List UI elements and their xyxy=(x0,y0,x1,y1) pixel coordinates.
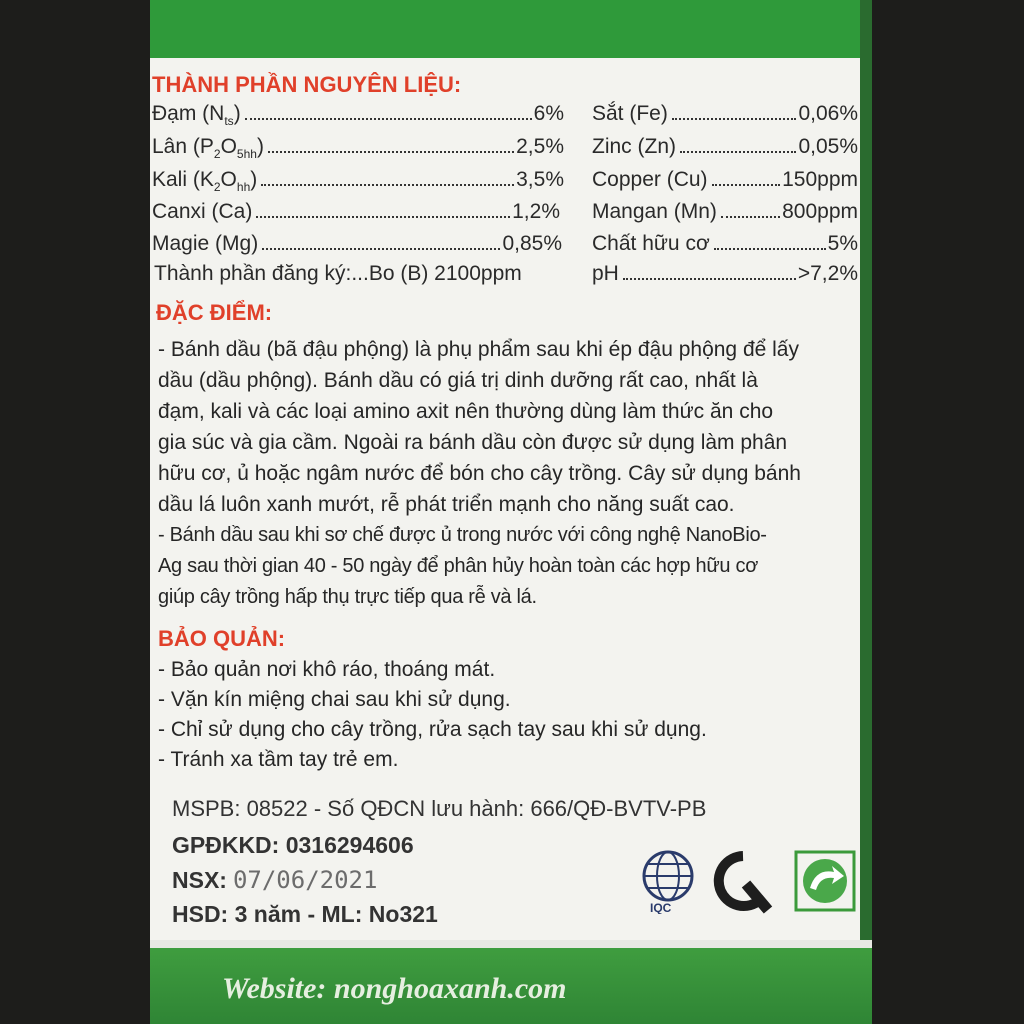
product-label xyxy=(150,0,872,1024)
storage-line: - Chỉ sử dụng cho cây trồng, rửa sạch tay sau khi sử dụng. xyxy=(158,718,707,741)
business-license: GPĐKKD: 0316294606 xyxy=(172,832,414,858)
website-text: Website: nonghoaxanh.com xyxy=(222,972,567,1005)
ingredient-value: 0,06% xyxy=(798,102,858,125)
nsx-value: 07/06/2021 xyxy=(232,866,378,894)
ingredient-row-cu xyxy=(592,168,858,192)
ingredients-title: THÀNH PHẦN NGUYÊN LIỆU: xyxy=(152,72,462,97)
storage-line: - Tránh xa tầm tay trẻ em. xyxy=(158,748,399,771)
features-line: - Bánh dầu (bã đậu phộng) là phụ phẩm sau khi ép đậu phộng để lấy xyxy=(158,338,799,361)
mspb-registration: MSPB: 08522 - Số QĐCN lưu hành: 666/QĐ-BVTV-PB xyxy=(172,796,707,821)
ingredient-name: Đạm $(N_{ts})$ xyxy=(152,102,241,129)
registered-ingredient: Thành phần đăng ký:...Bo (B) 2100ppm xyxy=(154,262,522,285)
storage-line: - Bảo quản nơi khô ráo, thoáng mát. xyxy=(158,658,496,681)
ingredient-name: Canxi (Ca) xyxy=(152,200,253,223)
ingredient-row-dam xyxy=(152,102,564,128)
dot-leader xyxy=(721,216,780,218)
expiry-and-lot xyxy=(172,901,438,928)
ingredient-name: Chất hữu cơ xyxy=(592,232,710,255)
dot-leader xyxy=(268,151,514,153)
svg-text:IQC: IQC xyxy=(650,901,672,914)
features-line: giúp cây trồng hấp thụ trực tiếp qua rễ và lá. xyxy=(158,586,537,608)
iqc-globe-icon xyxy=(636,846,700,914)
dot-leader xyxy=(623,278,796,280)
features-title: ĐẶC ĐIỂM: xyxy=(156,300,273,325)
ingredient-name: Lân $(P_2O_{5hh})$ xyxy=(152,135,264,162)
ingredient-name: Mangan (Mn) xyxy=(592,200,717,223)
ingredient-name: Kali $(K_2O_{hh})$ xyxy=(152,168,258,195)
ingredient-row-organic xyxy=(592,232,858,256)
ingredient-value: 6% xyxy=(533,102,564,125)
dot-leader xyxy=(261,184,514,186)
ingredient-value: 2,5% xyxy=(516,135,564,158)
ingredient-value: 150ppm xyxy=(782,168,858,191)
storage-title: BẢO QUẢN: xyxy=(158,626,286,651)
ingredient-row-lan xyxy=(152,135,564,161)
recycle-icon xyxy=(794,850,856,912)
ingredient-name: Magie (Mg) xyxy=(152,232,259,255)
ingredient-name: Zinc (Zn) xyxy=(592,135,676,158)
ingredient-value: 1,2% xyxy=(512,200,560,223)
ingredient-row-zn xyxy=(592,135,858,159)
ingredient-name: pH xyxy=(592,262,619,285)
features-line: dầu (dầu phộng). Bánh dầu có giá trị dinh dưỡng rất cao, nhất là xyxy=(158,369,758,392)
features-paragraph xyxy=(158,334,858,613)
ingredient-value: 800ppm xyxy=(782,200,858,223)
storage-line: - Vặn kín miệng chai sau khi sử dụng. xyxy=(158,688,511,711)
features-line: dầu lá luôn xanh mướt, rễ phát triển mạnh cho năng suất cao. xyxy=(158,493,735,516)
ingredient-value: 0,85% xyxy=(502,232,562,255)
features-line: - Bánh dầu sau khi sơ chế được ủ trong nước với công nghệ NanoBio- xyxy=(158,524,767,546)
ingredient-value: 0,05% xyxy=(798,135,858,158)
dot-leader xyxy=(714,248,826,250)
ingredient-name: Sắt (Fe) xyxy=(592,102,668,125)
ingredient-row-canxi xyxy=(152,200,560,224)
ingredient-name: Copper (Cu) xyxy=(592,168,708,191)
side-green-stripe xyxy=(860,0,872,1024)
ingredient-row-fe xyxy=(592,102,858,126)
ingredient-row-magie xyxy=(152,232,562,256)
ingredient-value: >7,2% xyxy=(797,262,858,285)
dot-leader xyxy=(262,248,500,250)
dot-leader xyxy=(680,151,796,153)
features-line: đạm, kali và các loại amino axit nên thường dùng làm thức ăn cho xyxy=(158,400,774,423)
top-green-band xyxy=(150,0,872,58)
dot-leader xyxy=(256,216,510,218)
lot-number: No321 xyxy=(368,901,438,927)
manufacture-date xyxy=(172,866,377,894)
nsx-label: NSX: xyxy=(172,867,227,893)
features-line: Ag sau thời gian 40 - 50 ngày để phân hủy hoàn toàn các hợp hữu cơ xyxy=(158,555,759,577)
hsd-label: HSD: 3 năm - ML: xyxy=(172,901,363,927)
features-line: gia súc và gia cầm. Ngoài ra bánh dầu còn được sử dụng làm phân xyxy=(158,431,788,454)
ingredient-value: 3,5% xyxy=(516,168,564,191)
dot-leader xyxy=(712,184,781,186)
ingredient-row-kali xyxy=(152,168,564,194)
dot-leader xyxy=(245,118,532,120)
footer-divider xyxy=(150,940,872,948)
ingredient-value: 5% xyxy=(827,232,858,255)
ingredient-row-mn xyxy=(592,200,858,224)
dot-leader xyxy=(672,118,797,120)
ingredient-row-ph xyxy=(592,262,858,286)
quality-q-icon xyxy=(710,848,776,914)
features-line: hữu cơ, ủ hoặc ngâm nước để bón cho cây trồng. Cây sử dụng bánh xyxy=(158,462,801,485)
